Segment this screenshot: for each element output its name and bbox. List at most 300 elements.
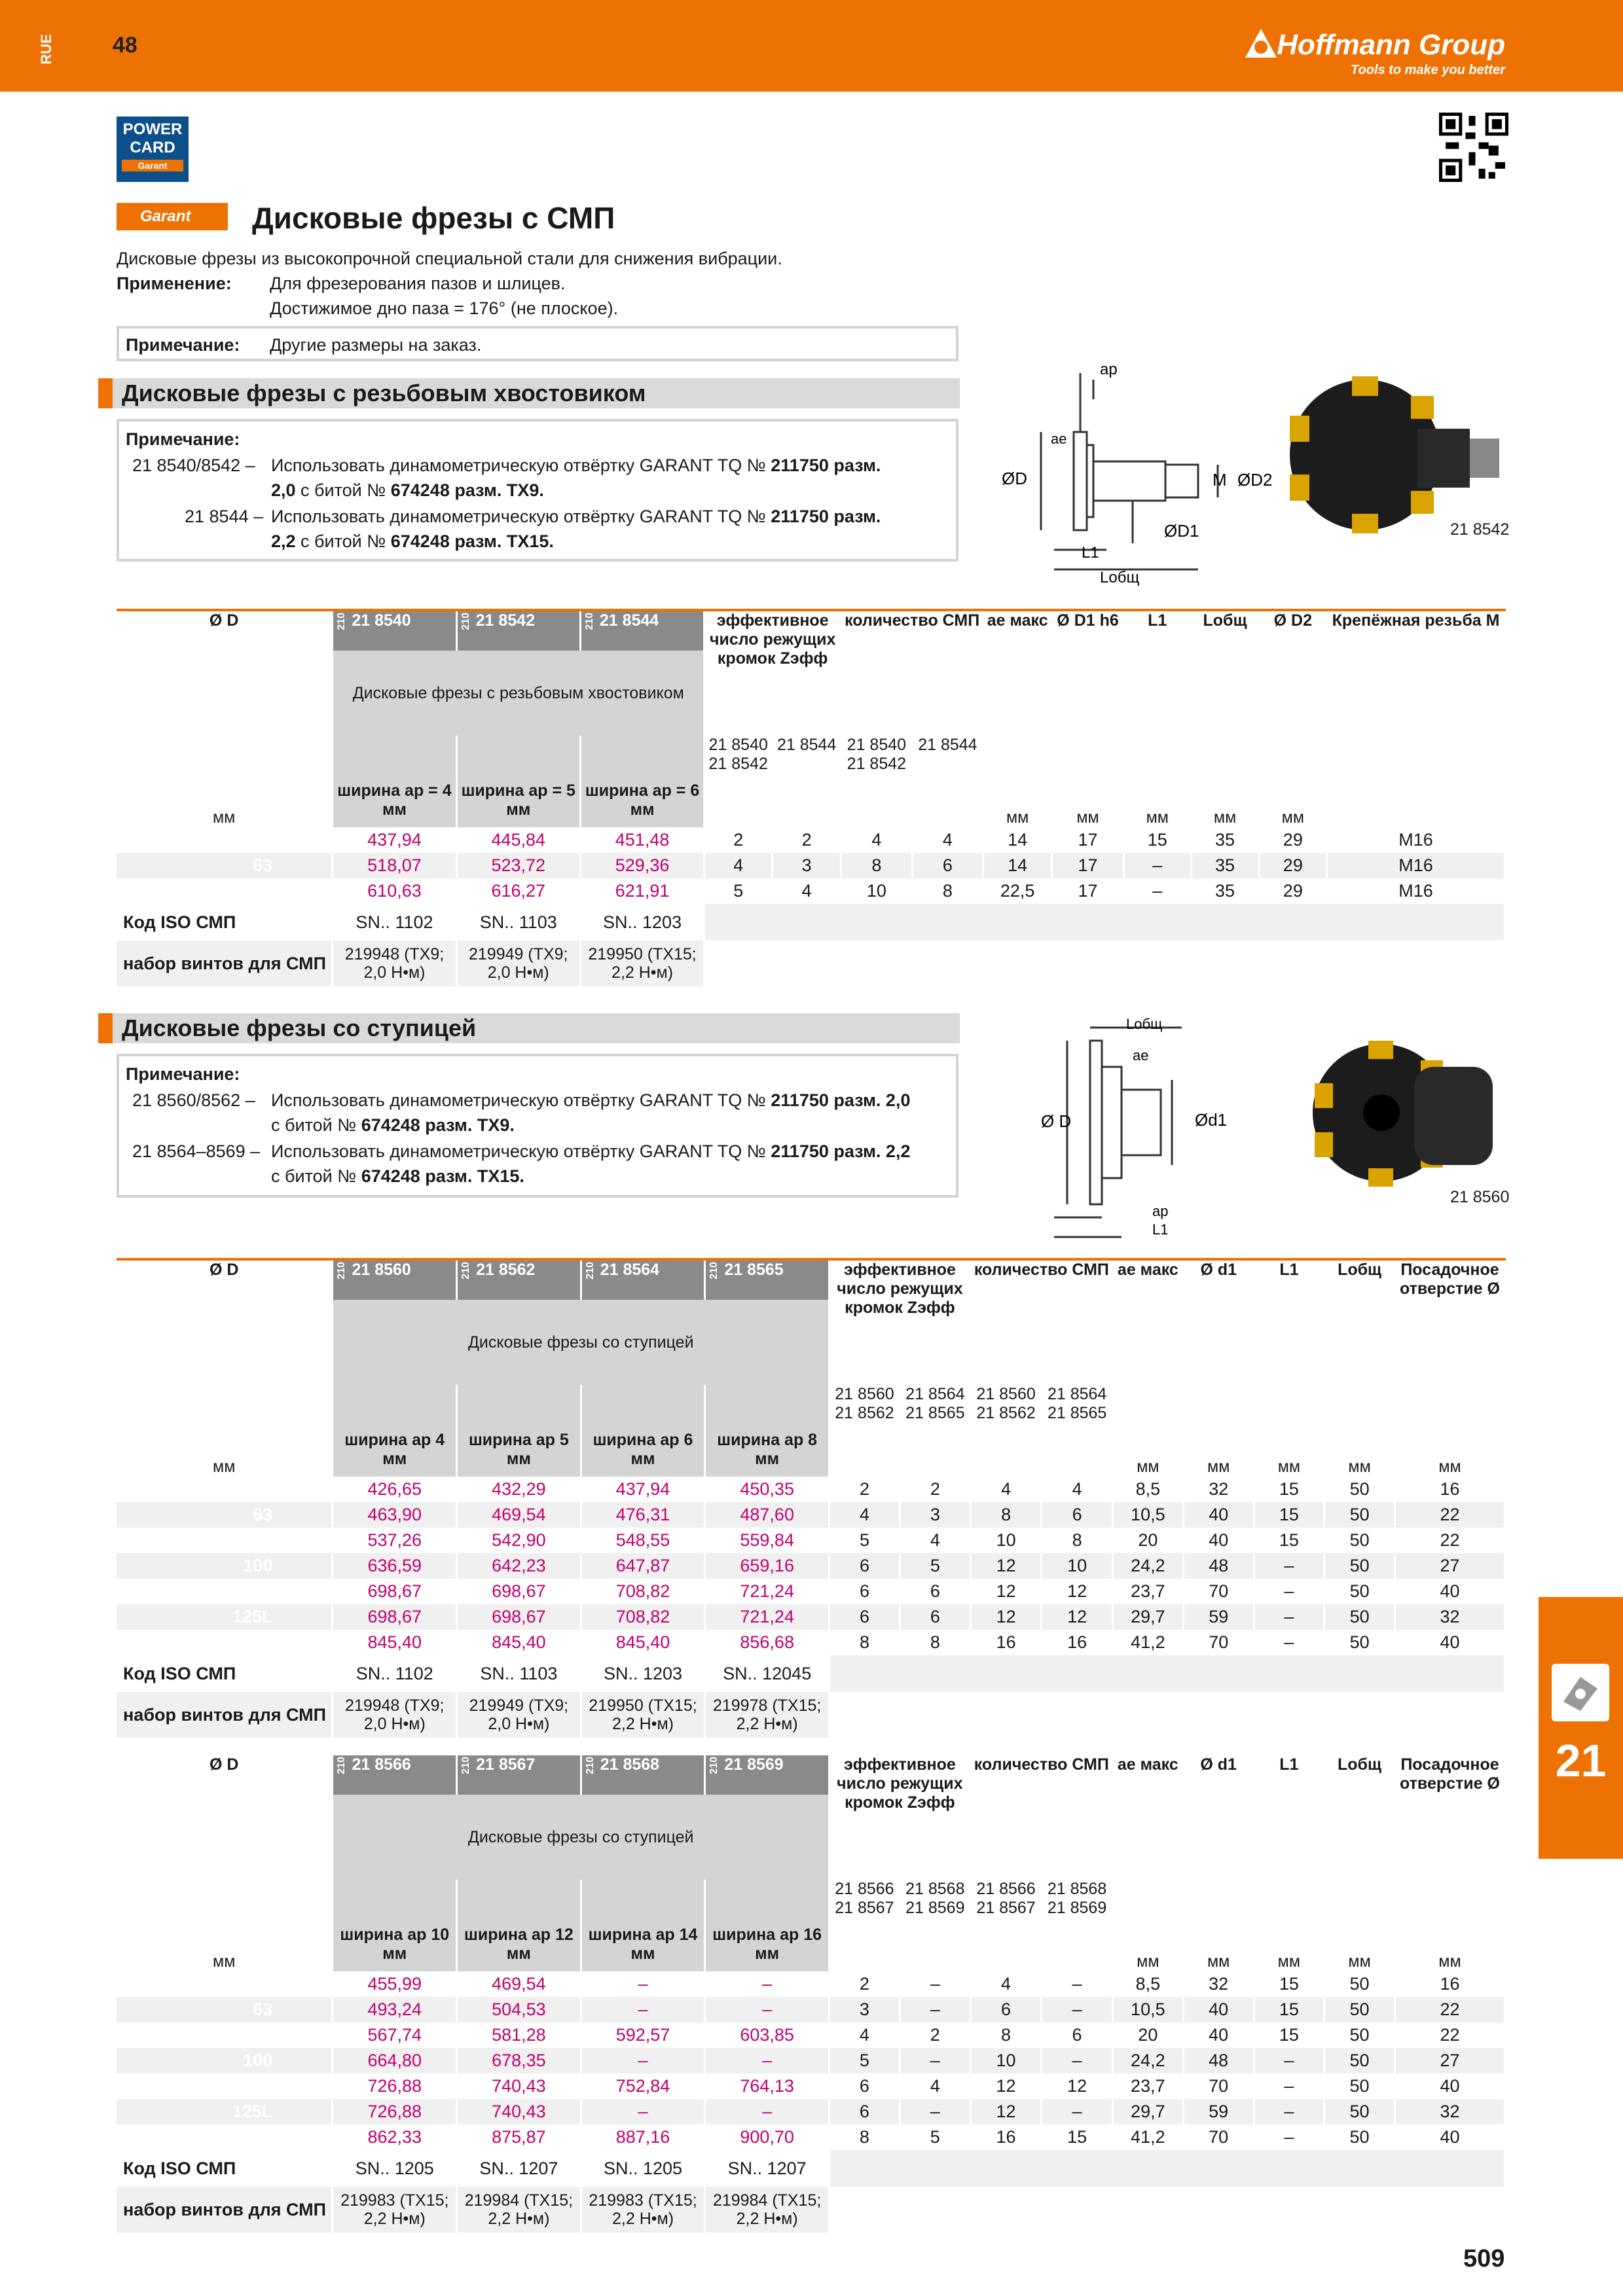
value-cell: 4 [773,878,841,904]
price-cell[interactable]: 548,55 [581,1528,705,1553]
price-cell[interactable]: – [705,2048,830,2073]
value-cell: 8 [830,1630,900,1655]
value-cell: 41,2 [1112,1630,1183,1655]
value-cell: 10 [1042,1553,1113,1579]
price-cell[interactable]: 493,24 [333,1997,457,2022]
dia2-label-ap: ap [1152,1203,1169,1219]
section-hub-title: Дисковые фрезы со ступицей [98,1013,960,1043]
table-row [117,1997,1505,2022]
price-cell[interactable]: 845,40 [457,1630,581,1655]
price-cell[interactable]: 698,67 [457,1604,581,1630]
t3-product-0[interactable]: 210 21 8566 [333,1755,457,1795]
value-cell: 2 [773,827,841,853]
t3-width-0: ширина ap 10 мм [333,1926,457,1971]
value-cell: 6 [900,1604,970,1630]
price-cell[interactable]: 678,35 [457,2048,581,2073]
value-cell: 50 [1324,1579,1395,1604]
section-threaded-shank-title: Дисковые фрезы с резьбовым хвостовиком [98,378,960,408]
price-cell[interactable]: 708,82 [581,1604,705,1630]
t1-screw-2: 219950 (TX15; 2,2 H•м) [580,941,704,986]
diameter-cell: 80 [117,878,333,904]
price-cell[interactable]: 432,29 [457,1477,581,1502]
value-cell: 10,5 [1112,1997,1183,2022]
value-cell: 24,2 [1112,2048,1183,2073]
dia1-label-D: ØD [1002,469,1027,488]
section2-note1-ref: 21 8560/8562 – [132,1090,255,1110]
value-cell: 12 [970,1553,1042,1579]
value-cell: 4 [829,2022,900,2048]
t1-sub-2: 21 8540 21 8542 [841,736,913,781]
value-cell: 6 [830,1579,900,1604]
garant-badge: Garant [117,203,228,230]
diameter-cell: 50 [117,1477,333,1502]
t3-unit: мм [1324,1926,1395,1971]
t2-screw-label: набор винтов для СМП [117,1692,333,1738]
t2-iso-label: Код ISO СМП [117,1655,333,1692]
t2-width-1: ширина ap 5 мм [457,1431,581,1477]
value-cell: 16 [970,1630,1042,1655]
t2-unit: мм [1183,1431,1254,1477]
chapter-tab[interactable] [1539,1597,1623,1859]
price-cell[interactable]: 437,94 [333,827,456,853]
t2-iso-3: SN.. 12045 [705,1655,830,1692]
t3-screw-0: 219983 (TX15; 2,2 H•м) [333,2187,457,2233]
value-cell: 6 [900,1579,970,1604]
price-cell[interactable]: 455,99 [333,1971,457,1997]
value-cell: – [1254,1604,1324,1630]
value-cell: 15 [1042,2125,1113,2150]
value-cell: 50 [1324,1630,1395,1655]
t3-unit: мм [1112,1926,1183,1971]
value-cell: M16 [1327,853,1505,878]
t1-product-1[interactable]: 210 21 8542 [456,610,580,651]
price-cell[interactable]: 887,16 [581,2125,705,2150]
price-cell[interactable]: 616,27 [456,878,580,904]
value-cell: 22 [1395,2022,1504,2048]
value-cell: – [1254,1630,1324,1655]
value-cell: 15 [1254,1477,1324,1502]
price-cell[interactable]: 504,53 [457,1997,581,2022]
dia2-label-Ltot: Lобщ [1126,1016,1163,1032]
t2-header-ae: ae макс [1112,1259,1183,1385]
t2-iso-0: SN.. 1102 [333,1655,457,1692]
t3-header-z: эффективное число режущих кромок Zэфф [829,1755,970,1880]
value-cell: 15 [1123,827,1191,853]
t2-header-hole: Посадочное отверстие Ø [1395,1259,1505,1385]
t3-sub-1: 21 8568 21 8569 [900,1880,970,1926]
t1-unit: мм [983,781,1052,827]
value-cell: M16 [1327,878,1505,904]
value-cell: M16 [1327,827,1505,853]
t3-width-2: ширина ap 14 мм [581,1926,705,1971]
value-cell: 4 [912,827,983,853]
t2-product-3[interactable]: 210 21 8565 [705,1259,830,1300]
value-cell: 3 [900,1502,970,1528]
t2-width-0: ширина ap 4 мм [333,1431,457,1477]
diameter-cell: 80 [117,1528,333,1553]
section1-note2-text: Использовать динамометрическую отвёртку GARANT TQ № 211750 разм. [271,507,881,526]
t3-iso-label: Код ISO СМП [117,2150,333,2187]
price-cell[interactable]: 476,31 [581,1502,705,1528]
t3-header-d1: Ø d1 [1183,1755,1254,1880]
price-cell[interactable]: 721,24 [705,1579,830,1604]
t2-product-0[interactable]: 210 21 8560 [333,1259,457,1300]
value-cell: 59 [1183,1604,1254,1630]
value-cell: – [900,2099,970,2125]
price-cell[interactable]: 647,87 [581,1553,705,1579]
power-card-strip: Garant [122,160,183,171]
price-cell[interactable]: – [581,1997,705,2022]
brand-slogan: Tools to make you better [1351,63,1505,77]
t1-header-n: количество СМП [841,610,983,736]
value-cell: 2 [900,2022,970,2048]
price-cell[interactable]: 740,43 [457,2073,581,2099]
t1-header-d1: Ø D1 h6 [1052,610,1124,736]
price-cell[interactable]: 659,16 [705,1553,830,1579]
t2-product-2[interactable]: 210 21 8564 [581,1259,705,1300]
value-cell: 50 [1324,1997,1395,2022]
value-cell: 16 [1042,1630,1113,1655]
dia1-photo-label: 21 8542 [1450,520,1510,539]
table-row [117,1604,1505,1630]
value-cell: 10 [970,1528,1042,1553]
price-cell[interactable]: 518,07 [333,853,456,878]
t1-width-1: ширина ap = 5 мм [456,781,580,827]
value-cell: 12 [970,2073,1042,2099]
value-cell: 5 [900,1553,970,1579]
general-note-box [117,326,958,361]
value-cell: 32 [1183,1477,1254,1502]
value-cell: 27 [1395,2048,1504,2073]
table-row [117,2125,1505,2150]
t2-screw-3: 219978 (TX15; 2,2 H•м) [705,1692,830,1738]
value-cell: 50 [1324,2022,1395,2048]
diameter-cell: 160 [117,2125,333,2150]
value-cell: 2 [704,827,773,853]
value-cell: – [1042,1997,1113,2022]
price-cell[interactable]: 523,72 [456,853,580,878]
dia1-label-D1: ØD1 [1164,521,1199,541]
table-row [117,1971,1505,1997]
price-cell[interactable]: 559,84 [705,1528,830,1553]
price-cell[interactable]: – [705,1997,830,2022]
value-cell: 35 [1191,853,1259,878]
value-cell: – [1123,853,1191,878]
t3-header-n: количество СМП [970,1755,1112,1880]
value-cell: 6 [829,2073,900,2099]
diameter-cell: 80 [117,2022,333,2048]
value-cell: 12 [1042,1579,1113,1604]
value-cell: 40 [1183,2022,1254,2048]
table-hub-1 [117,1258,1506,1738]
t3-header-ae: ae макс [1112,1755,1183,1880]
dia2-photo-label: 21 8560 [1450,1188,1510,1206]
price-cell[interactable]: 764,13 [705,2073,830,2099]
value-cell: – [1254,2125,1324,2150]
value-cell: 24,2 [1112,1553,1183,1579]
table-row [117,878,1505,904]
price-cell[interactable]: 664,80 [333,2048,457,2073]
price-cell[interactable]: 450,35 [705,1477,830,1502]
section1-note1-text: Использовать динамометрическую отвёртку GARANT TQ № 211750 разм. [271,456,881,475]
t3-iso-1: SN.. 1207 [457,2150,581,2187]
value-cell: – [1042,2099,1113,2125]
page-title: Дисковые фрезы с СМП [252,201,615,235]
price-cell[interactable]: 469,54 [457,1502,581,1528]
value-cell: 23,7 [1112,2073,1183,2099]
diameter-cell: 63 [117,853,333,878]
value-cell: – [900,1971,970,1997]
price-cell[interactable]: 845,40 [581,1630,705,1655]
table-row [117,827,1505,853]
value-cell: 12 [970,2099,1042,2125]
value-cell: 12 [970,1604,1042,1630]
t3-iso-2: SN.. 1205 [581,2150,705,2187]
table-row [117,2073,1505,2099]
price-cell[interactable]: 726,88 [333,2073,457,2099]
t1-screw-1: 219949 (TX9; 2,0 H•м) [456,941,580,986]
value-cell: 50 [1324,1604,1395,1630]
t3-header-ltot: Lобщ [1324,1755,1395,1880]
value-cell: 32 [1395,1604,1505,1630]
value-cell: – [1254,2048,1324,2073]
diameter-cell: 63 [117,1502,333,1528]
value-cell: 6 [830,1604,900,1630]
t3-product-1[interactable]: 210 21 8567 [457,1755,581,1795]
qr-code-icon[interactable] [1439,113,1508,182]
diameter-cell: 125L [117,2099,333,2125]
power-card-line2: CARD [130,139,175,156]
value-cell: 70 [1183,1630,1254,1655]
t2-width-2: ширина ap 6 мм [581,1431,705,1477]
price-cell[interactable]: – [581,2048,705,2073]
price-cell[interactable]: 581,28 [457,2022,581,2048]
value-cell: – [1042,1971,1113,1997]
value-cell: 29,7 [1112,2099,1183,2125]
value-cell: – [900,2048,970,2073]
dia1-label-D2: ØD2 [1237,470,1273,490]
t2-sub-1: 21 8564 21 8565 [900,1385,970,1431]
value-cell: 70 [1183,2125,1254,2150]
t3-unit: мм [1254,1926,1324,1971]
value-cell: 29 [1259,853,1327,878]
value-cell: 22,5 [983,878,1052,904]
diameter-cell: 50 [117,1971,333,1997]
t1-sub-1: 21 8544 [773,736,841,781]
value-cell: 8 [970,1502,1042,1528]
brand-name[interactable]: Hoffmann Group [1277,29,1505,61]
price-cell[interactable]: 856,68 [705,1630,830,1655]
t1-product-2[interactable]: 210 21 8544 [580,610,704,651]
price-cell[interactable]: – [705,2099,830,2125]
application-line-1: Для фрезерования пазов и шлицев. [270,274,566,293]
t1-header-d: Ø D [117,610,333,651]
table-row [117,1630,1505,1655]
price-cell[interactable]: 469,54 [457,1971,581,1997]
t1-unit-mm: мм [117,781,333,827]
diameter-cell: 125 [117,1579,333,1604]
t1-desc: Дисковые фрезы с резьбовым хвостовиком [333,651,704,736]
value-cell: 12 [970,1579,1042,1604]
price-cell[interactable]: 752,84 [581,2073,705,2099]
price-cell[interactable]: 537,26 [333,1528,457,1553]
t3-sub-3: 21 8568 21 8569 [1042,1880,1113,1926]
t1-iso-1: SN.. 1103 [456,904,580,941]
value-cell: 22 [1395,1528,1505,1553]
value-cell: 8 [912,878,983,904]
price-cell[interactable]: 426,65 [333,1477,457,1502]
value-cell: 70 [1183,2073,1254,2099]
diameter-cell: 100 [117,1553,333,1579]
t1-header-d2: Ø D2 [1259,610,1327,736]
value-cell: 10,5 [1112,1502,1183,1528]
value-cell: 40 [1395,2073,1504,2099]
t1-width-0: ширина ap = 4 мм [333,781,456,827]
t2-unit: мм [1254,1431,1324,1477]
value-cell: 2 [829,1971,900,1997]
price-cell[interactable]: 708,82 [581,1579,705,1604]
value-cell: 16 [1395,1971,1504,1997]
t3-unit: мм [1183,1926,1254,1971]
t2-iso-1: SN.. 1103 [457,1655,581,1692]
diameter-cell: 100 [117,2048,333,2073]
value-cell: 2 [900,1477,970,1502]
t1-header-ltot: Lобщ [1191,610,1259,736]
milling-insert-icon [1550,1662,1611,1723]
value-cell: 50 [1324,1477,1395,1502]
language-code: RUE [38,34,54,65]
value-cell: 22 [1395,1997,1504,2022]
value-cell: 50 [1324,1553,1395,1579]
t1-unit: мм [1259,781,1327,827]
value-cell: 3 [773,853,841,878]
value-cell: 8 [1042,1528,1113,1553]
price-cell[interactable]: 610,63 [333,878,456,904]
value-cell: 5 [704,878,773,904]
price-cell[interactable]: – [581,1971,705,1997]
t1-product-0[interactable]: 210 21 8540 [333,610,456,651]
price-cell[interactable]: 463,90 [333,1502,457,1528]
t2-sub-2: 21 8560 21 8562 [970,1385,1042,1431]
section2-note2-text: Использовать динамометрическую отвёртку GARANT TQ № 211750 разм. 2,2 [271,1141,911,1161]
price-cell[interactable]: 740,43 [457,2099,581,2125]
t3-width-1: ширина ap 12 мм [457,1926,581,1971]
section2-note-label: Примечание: [126,1064,240,1084]
price-cell[interactable]: 721,24 [705,1604,830,1630]
price-cell[interactable]: 642,23 [457,1553,581,1579]
section2-note2-line2: с битой № 674248 разм. TX15. [271,1166,524,1186]
t3-product-3[interactable]: 210 21 8569 [705,1755,830,1795]
value-cell: 6 [970,1997,1042,2022]
value-cell: 3 [829,1997,900,2022]
value-cell: 17 [1052,853,1124,878]
value-cell: 50 [1324,2048,1395,2073]
value-cell: 35 [1191,878,1259,904]
value-cell: 4 [970,1971,1042,1997]
t1-iso-label: Код ISO СМП [117,904,333,941]
t2-screw-2: 219950 (TX15; 2,2 H•м) [581,1692,705,1738]
price-cell[interactable]: 451,48 [580,827,704,853]
price-cell[interactable]: 542,90 [457,1528,581,1553]
value-cell: 50 [1324,2125,1395,2150]
table-row [117,1502,1505,1528]
t3-screw-1: 219984 (TX15; 2,2 H•м) [457,2187,581,2233]
intro-text: Дисковые фрезы из высокопрочной специальной стали для снижения вибрации. [117,249,782,268]
price-cell[interactable]: 900,70 [705,2125,830,2150]
value-cell: 50 [1324,2073,1395,2099]
value-cell: 15 [1254,1997,1324,2022]
value-cell: 16 [970,2125,1042,2150]
t2-unit-mm: мм [117,1431,333,1477]
price-cell[interactable]: 875,87 [457,2125,581,2150]
price-cell[interactable]: 726,88 [333,2099,457,2125]
value-cell: 6 [830,1553,900,1579]
price-cell[interactable]: 445,84 [456,827,580,853]
value-cell: 17 [1052,827,1124,853]
value-cell: 22 [1395,1502,1505,1528]
diameter-cell: 63 [117,1997,333,2022]
price-cell[interactable]: 603,85 [705,2022,830,2048]
diameter-cell: 125 [117,2073,333,2099]
price-cell[interactable]: 636,59 [333,1553,457,1579]
value-cell: 29,7 [1112,1604,1183,1630]
value-cell: 20 [1112,2022,1183,2048]
price-cell[interactable]: 862,33 [333,2125,457,2150]
t2-product-1[interactable]: 210 21 8562 [457,1259,581,1300]
value-cell: – [1123,878,1191,904]
price-cell[interactable]: 698,67 [333,1579,457,1604]
price-cell[interactable]: 621,91 [580,878,704,904]
price-cell[interactable]: 567,74 [333,2022,457,2048]
value-cell: 14 [983,853,1052,878]
price-cell[interactable]: 487,60 [705,1502,830,1528]
table-row [117,2022,1505,2048]
t2-width-3: ширина ap 8 мм [705,1431,830,1477]
price-cell[interactable]: 698,67 [457,1579,581,1604]
value-cell: 8,5 [1112,1971,1183,1997]
price-cell[interactable]: 845,40 [333,1630,457,1655]
price-cell[interactable]: 698,67 [333,1604,457,1630]
t1-sub-0: 21 8540 21 8542 [704,736,773,781]
t1-iso-0: SN.. 1102 [333,904,456,941]
price-cell[interactable]: 592,57 [581,2022,705,2048]
value-cell: 50 [1324,1502,1395,1528]
price-cell[interactable]: 437,94 [581,1477,705,1502]
price-cell[interactable]: – [581,2099,705,2125]
table-row [117,853,1505,878]
value-cell: 6 [1042,2022,1113,2048]
value-cell: 41,2 [1112,2125,1183,2150]
t3-product-2[interactable]: 210 21 8568 [581,1755,705,1795]
dia2-label-L1: L1 [1152,1221,1169,1238]
table-hub-2 [117,1755,1506,2233]
t1-header-m: Крепёжная резьба M [1327,610,1505,736]
value-cell: – [1254,1553,1324,1579]
t1-iso-2: SN.. 1203 [580,904,704,941]
t3-iso-3: SN.. 1207 [705,2150,830,2187]
price-cell[interactable]: – [705,1971,830,1997]
dia1-label-L1: L1 [1082,544,1099,562]
t2-unit: мм [1395,1431,1505,1477]
price-cell[interactable]: 529,36 [580,853,704,878]
value-cell: 4 [704,853,773,878]
dia1-label-ae: ae [1051,431,1067,447]
t1-unit: мм [1052,781,1124,827]
t2-header-z: эффективное число режущих кромок Zэфф [830,1259,971,1385]
value-cell: 40 [1183,1528,1254,1553]
t1-header-ae: ae макс [983,610,1052,736]
t3-iso-0: SN.. 1205 [333,2150,457,2187]
